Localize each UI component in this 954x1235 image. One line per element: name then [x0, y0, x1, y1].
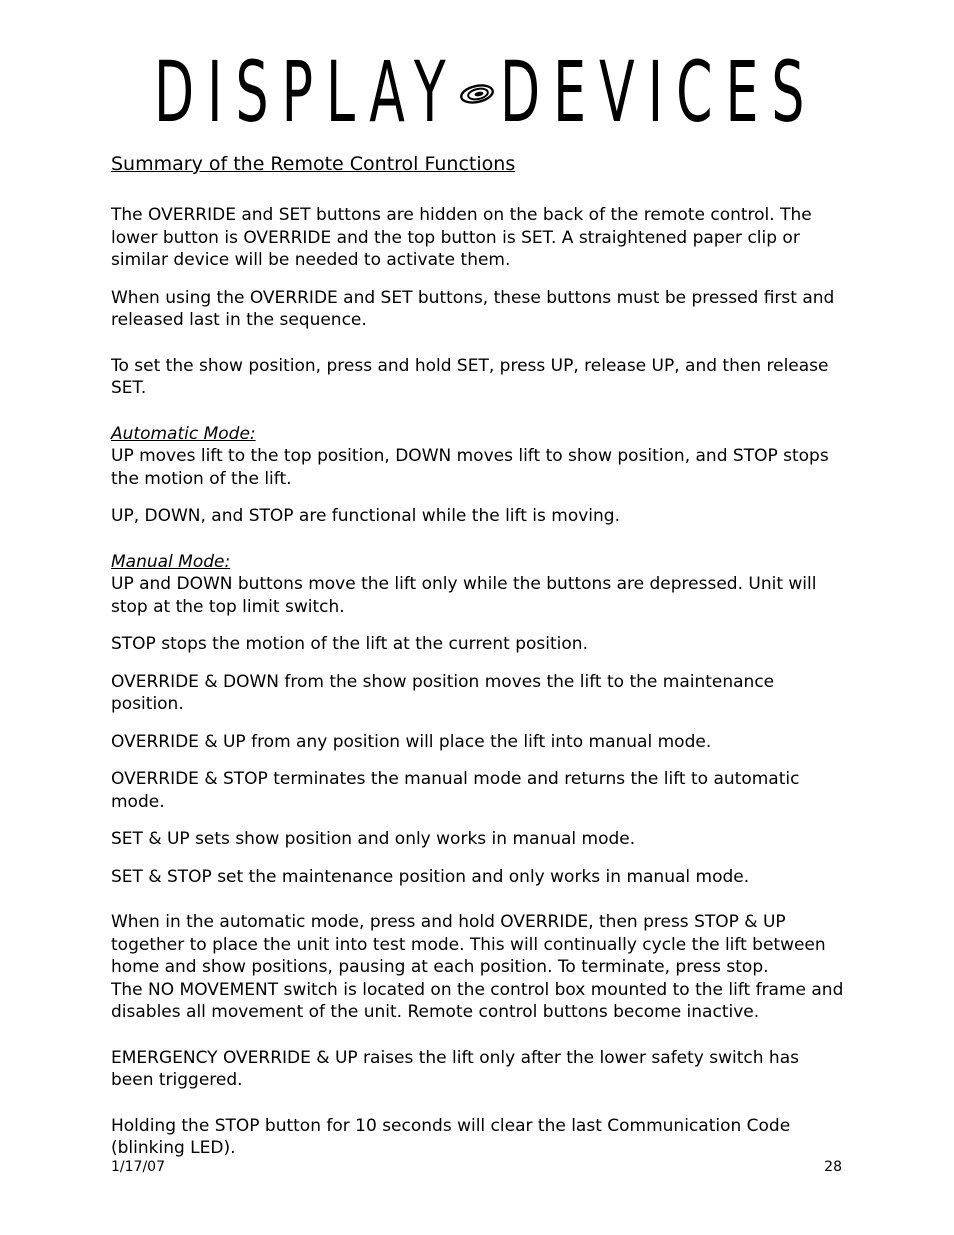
manual-mode-line: STOP stops the motion of the lift at the current position.: [111, 634, 588, 654]
paragraph-set-show: To set the show position, press and hold SET, press UP, release UP, and then release SET.: [111, 355, 829, 398]
logo-word-devices: DEVICES: [500, 43, 818, 141]
manual-mode-heading: Manual Mode:: [111, 551, 231, 572]
manual-mode-line: OVERRIDE & UP from any position will place the lift into manual mode.: [111, 731, 712, 752]
paragraph-stop-clear: Holding the STOP button for 10 seconds will clear the last Communication Code (blinking LED).: [111, 1115, 791, 1158]
paragraph-test-mode: When in the automatic mode, press and hold OVERRIDE, then press STOP & UP together to place the unit into test mode. This will continually cycle the lift between home and show positions, pausing at each position. To terminate, press stop.: [111, 912, 826, 977]
paragraph-hidden-buttons: The OVERRIDE and SET buttons are hidden on the back of the remote control. The lower button is OVERRIDE and the top button is SET. A straightened paper clip or similar device will be needed to activate them.: [111, 205, 812, 270]
automatic-mode-line: UP, DOWN, and STOP are functional while the lift is moving.: [111, 506, 620, 526]
swirl-logo-icon: [458, 82, 496, 106]
page-number: 28: [824, 1159, 842, 1175]
page-title: Summary of the Remote Control Functions: [111, 153, 516, 175]
automatic-mode-heading: Automatic Mode:: [111, 423, 256, 444]
footer-date: 1/17/07: [111, 1159, 165, 1175]
manual-mode-line: SET & UP sets show position and only works in manual mode.: [111, 829, 636, 849]
manual-mode-line: SET & STOP set the maintenance position and only works in manual mode.: [111, 866, 750, 887]
paragraph-sequence: When using the OVERRIDE and SET buttons, these buttons must be pressed first and released last in the sequence.: [111, 287, 835, 330]
document-body: [111, 150, 846, 1175]
company-logo: [154, 43, 818, 141]
manual-mode-line: OVERRIDE & STOP terminates the manual mode and returns the lift to automatic mode.: [111, 769, 800, 812]
manual-mode-line: OVERRIDE & DOWN from the show position moves the lift to the maintenance position.: [111, 671, 775, 714]
logo-word-display: DISPLAY: [154, 43, 459, 141]
paragraph-no-movement: The NO MOVEMENT switch is located on the control box mounted to the lift frame and disables all movement of the unit. Remote control buttons become inactive.: [111, 979, 844, 1022]
paragraph-emergency: EMERGENCY OVERRIDE & UP raises the lift only after the lower safety switch has been triggered.: [111, 1047, 799, 1090]
manual-mode-line: UP and DOWN buttons move the lift only while the buttons are depressed. Unit will stop at the top limit switch.: [111, 574, 817, 617]
page-footer: [111, 1159, 842, 1175]
automatic-mode-line: UP moves lift to the top position, DOWN moves lift to show position, and STOP stops the motion of the lift.: [111, 446, 829, 489]
